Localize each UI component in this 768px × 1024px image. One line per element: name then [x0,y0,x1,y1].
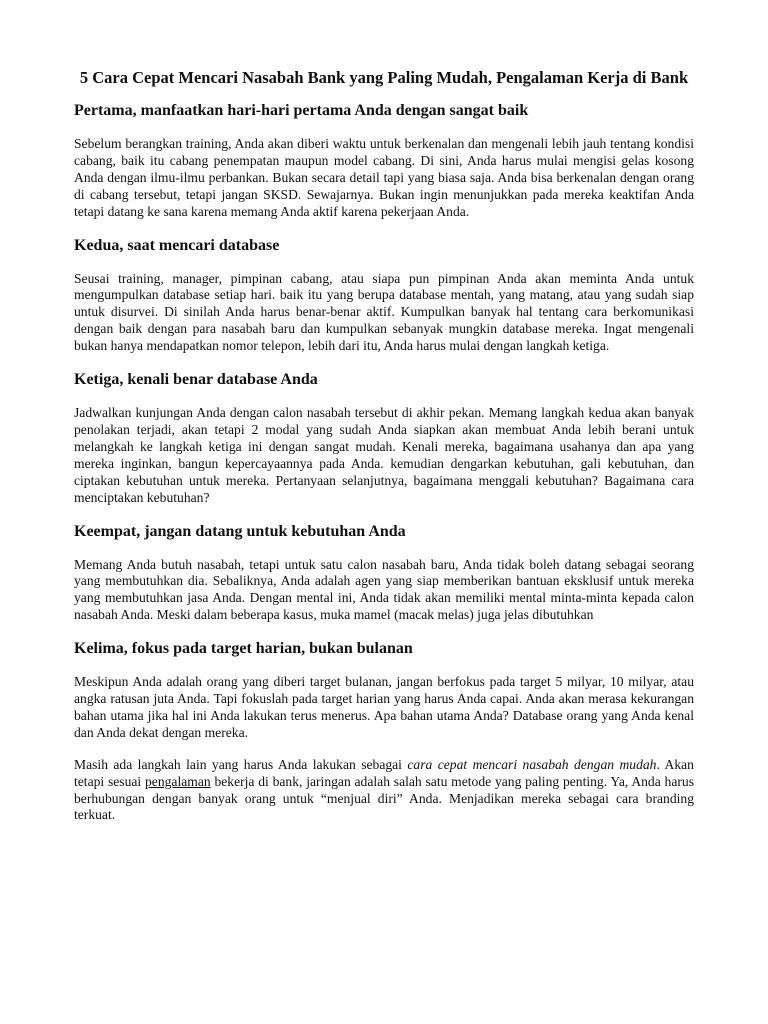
closing-paragraph [74,757,694,825]
closing-text-2: . Akan tetapi sesuai [74,756,694,789]
document-page [74,68,694,839]
section-body-3: Jadwalkan kunjungan Anda dengan calon nasabah tersebut di akhir pekan. Memang langkah kedua akan banyak penolakan terjadi, akan tetapi 2 modal yang sudah Anda siapkan akan membuat Anda lebih berani untuk melangkah ke langkah ketiga ini dengan sangat mudah. Kenali mereka, bagaimana usahanya dan apa yang mereka inginkan, bangun kepercayaannya pada Anda. kemudian dengarkan kebutuhan, gali kebutuhan, dan ciptakan kebutuhan untuk mereka. Pertanyaan selanjutnya, bagaimana menggali kebutuhan? Bagaimana cara menciptakan kebutuhan? [74,405,694,505]
pengalaman-link[interactable]: pengalaman [144,773,211,789]
section-body-5: Meskipun Anda adalah orang yang diberi target bulanan, jangan berfokus pada target 5 milyar, 10 milyar, atau angka ratusan juta Anda. Tapi fokuslah pada target harian yang harus Anda capai. Anda akan merasa kekurangan bahan utama jika hal ini Anda lakukan terus menerus. Apa bahan utama Anda? Database orang yang Anda kenal dan Anda dekat dengan mereka. [74,674,694,740]
section-heading-3: Ketiga, kenali benar database Anda [74,371,318,389]
closing-text-1: Masih ada langkah lain yang harus Anda lakukan sebagai [74,756,408,772]
section-body-1: Sebelum berangkan training, Anda akan diberi waktu untuk berkenalan dan mengenali lebih jauh tentang kondisi cabang, baik itu cabang penempatan maupun model cabang. Di sini, Anda harus mulai mengisi gelas kosong Anda dengan ilmu-ilmu perbankan. Bukan secara detail tapi yang biasa saja. Anda bisa berkenalan dengan orang di cabang tersebut, tetapi jangan SKSD. Sewajarnya. Bukan ingin menunjukkan pada mereka keaktifan Anda tetapi datang ke sana karena memang Anda aktif karena pekerjaan Anda. [74,136,694,219]
document-title: 5 Cara Cepat Mencari Nasabah Bank yang Paling Mudah, Pengalaman Kerja di Bank [79,68,689,87]
section-heading-4: Keempat, jangan datang untuk kebutuhan Anda [74,522,406,540]
section-body-2: Seusai training, manager, pimpinan cabang, atau siapa pun pimpinan Anda akan meminta Anda untuk mengumpulkan database setiap hari. baik itu yang berupa database mentah, yang matang, atau yang sudah siap untuk disurvei. Di sinilah Anda harus benar-benar aktif. Kumpulkan banyak hal tentang cara berkomunikasi dengan baik dengan para nasabah baru dan kumpulkan sebanyak mungkin database mereka. Ingat mengenali bukan hanya mendapatkan nomor telepon, lebih dari itu, Anda harus mulai dengan langkah ketiga. [74,270,694,354]
section-heading-1: Pertama, manfaatkan hari-hari pertama Anda dengan sangat baik [74,102,529,119]
section-body-4: Memang Anda butuh nasabah, tetapi untuk satu calon nasabah baru, Anda tidak boleh datang sebagai seorang yang membutuhkan dia. Sebaliknya, Anda adalah agen yang siap memberikan bantuan eksklusif untuk mereka yang membutuhkan jasa Anda. Dengan mental ini, Anda tidak akan memiliki mental minta-minta kepada calon nasabah Anda. Meski dalam beberapa kasus, muka mamel (macak melas) juga jelas dibutuhkan [74,556,694,623]
closing-text-3: bekerja di bank, jaringan adalah salah satu metode yang paling penting. Ya, Anda harus berhubungan dengan banyak orang untuk “menjual diri” Anda. Menjadikan mereka sebagai cara branding terkuat. [74,773,694,823]
section-heading-5: Kelima, fokus pada target harian, bukan bulanan [74,640,413,658]
section-heading-2: Kedua, saat mencari database [74,236,280,254]
closing-italic-phrase: cara cepat mencari nasabah dengan mudah [407,756,657,772]
